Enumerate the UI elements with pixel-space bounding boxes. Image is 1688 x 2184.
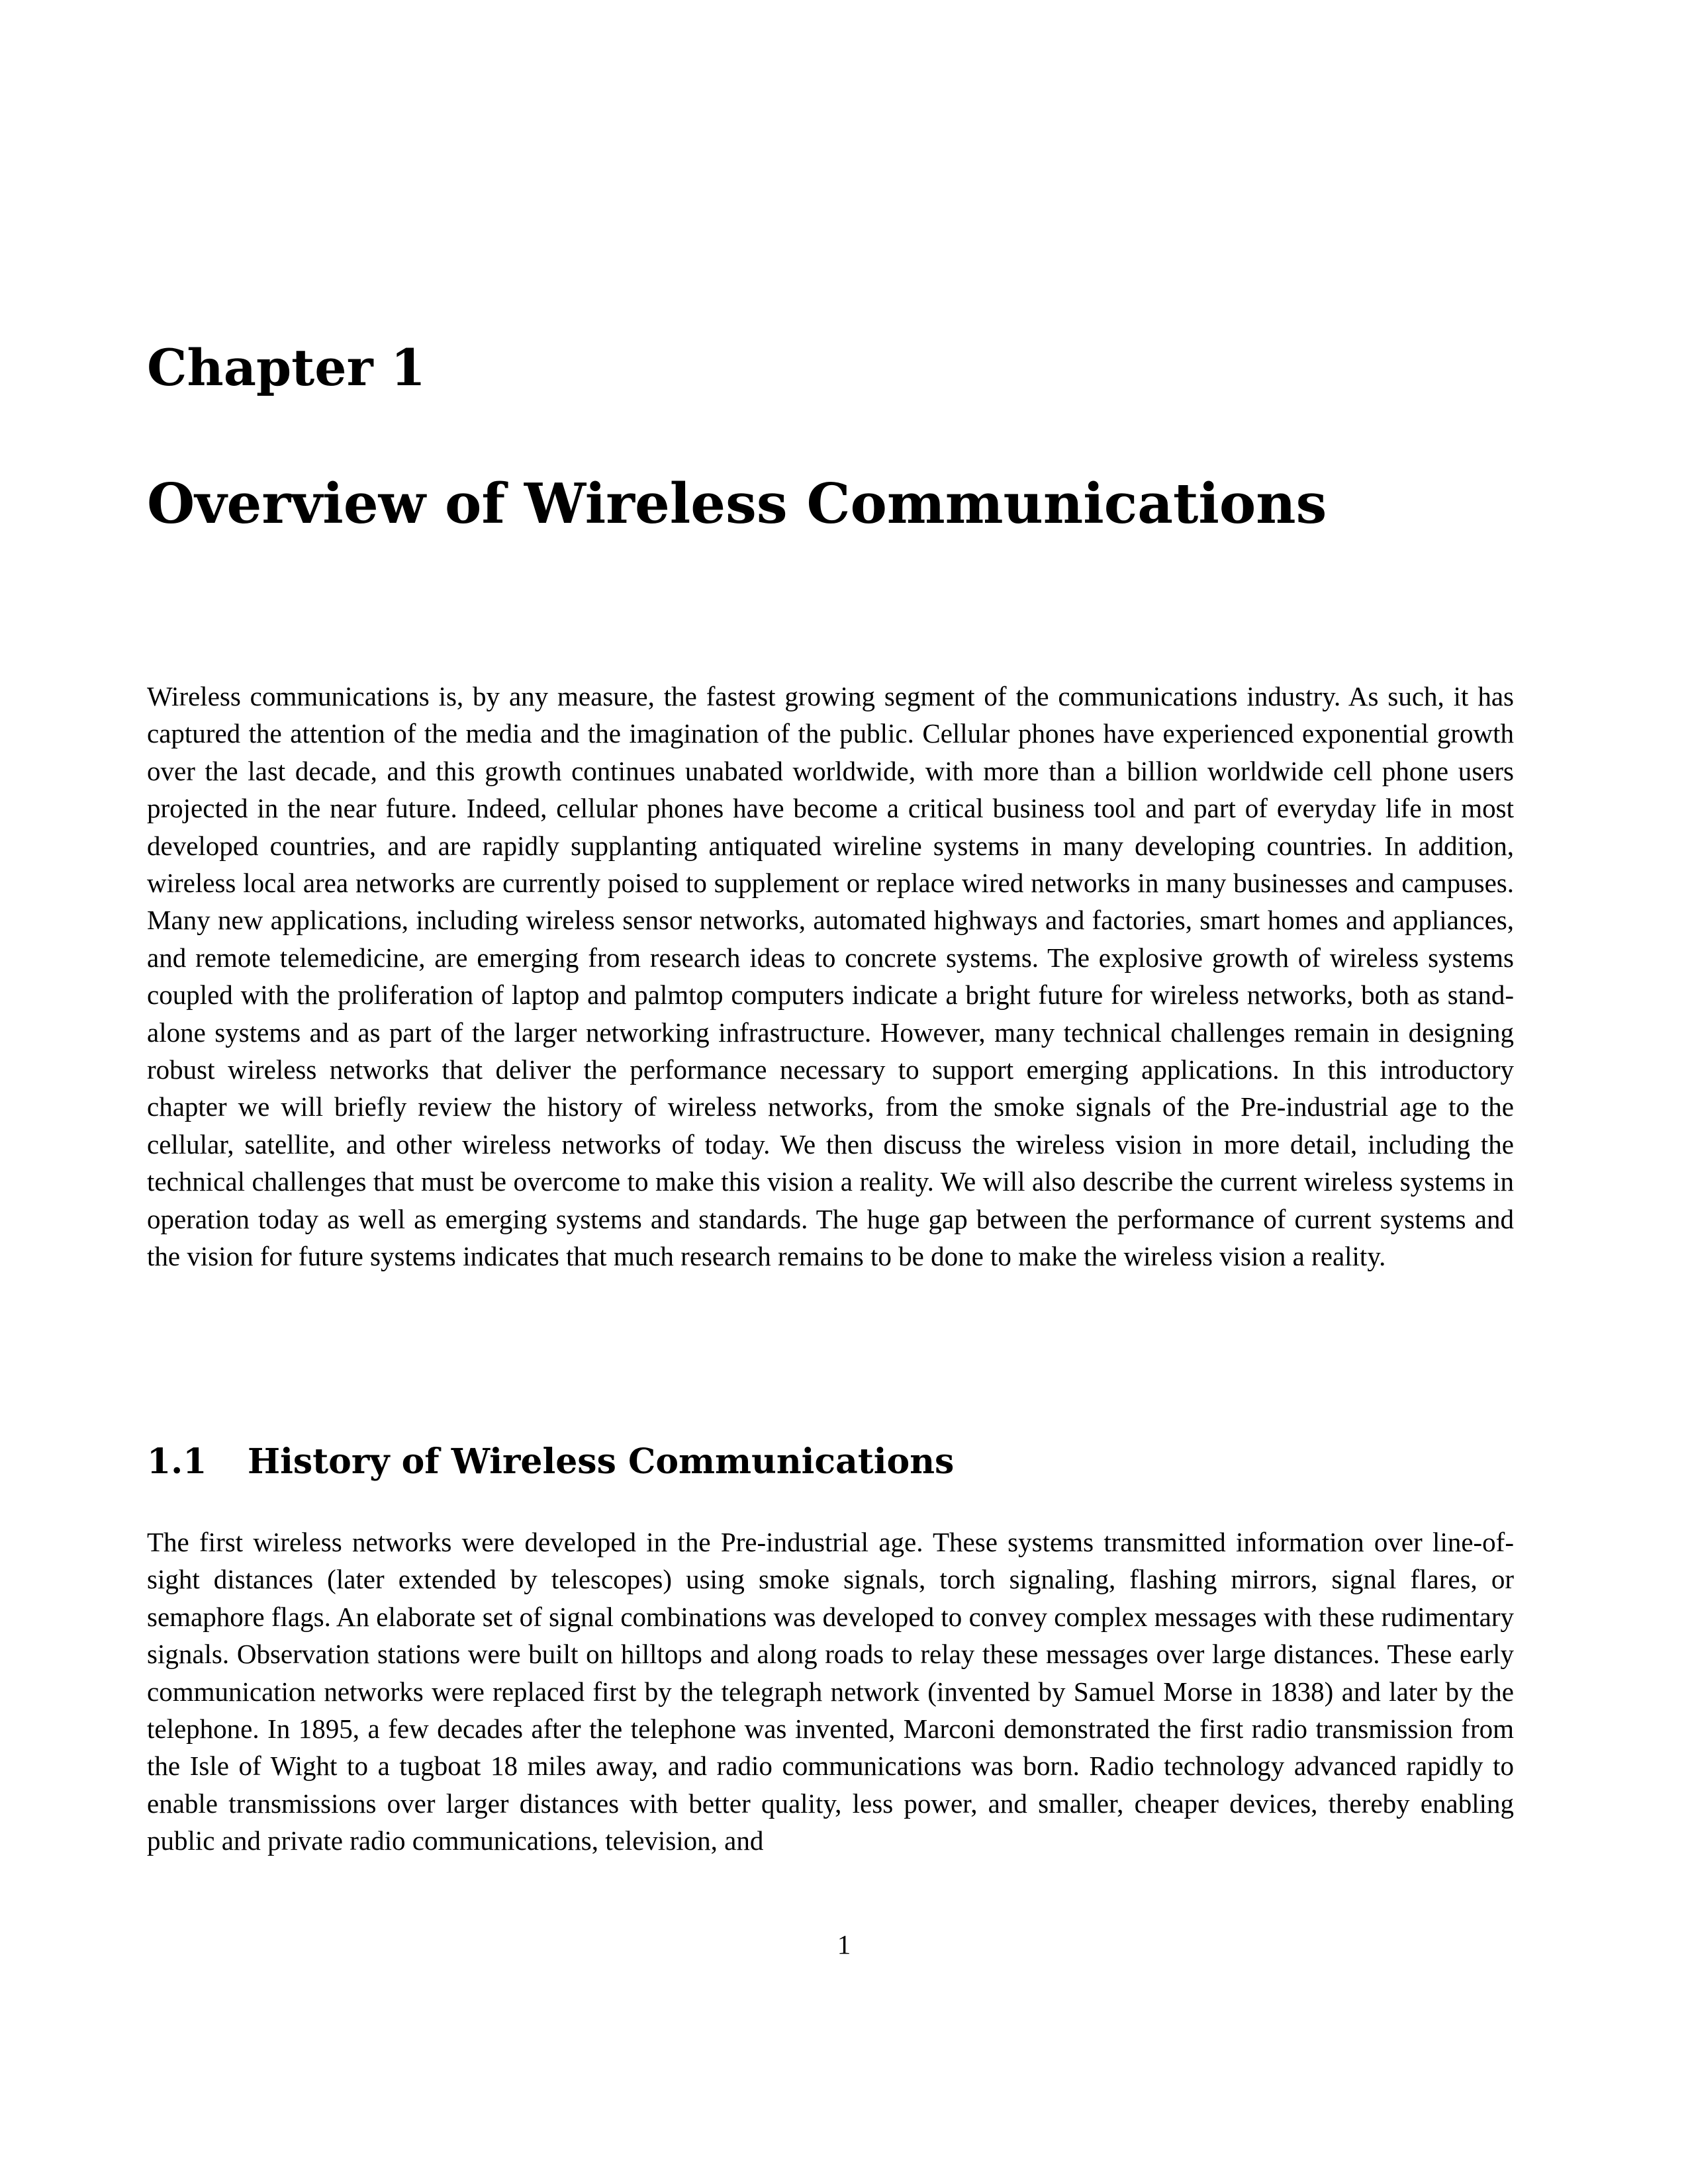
- section-title: History of Wireless Communications: [248, 1441, 955, 1482]
- section-number: 1.1: [147, 1441, 207, 1482]
- chapter-title: Overview of Wireless Communications: [147, 471, 1327, 536]
- section-paragraph: The first wireless networks were developed in the Pre-industrial age. These systems transmitted information over line-of-sight distances (later extended by telescopes) using smoke signals, torch signaling, flashing mirrors, signal flares, or semaphore flags. An elaborate set of signal combinations was developed to convey complex messages with these rudimentary signals. Observation stations were built on hilltops and along roads to relay these messages over large distances. These early communication networks were replaced first by the telegraph network (invented by Samuel Morse in 1838) and later by the telephone. In 1895, a few decades after the telephone was invented, Marconi demonstrated the first radio transmission from the Isle of Wight to a tugboat 18 miles away, and radio communications was born. Radio technology advanced rapidly to enable transmissions over larger distances with better quality, less power, and smaller, cheaper devices, thereby enabling public and private radio communications, television, and: [147, 1527, 1514, 1856]
- section-heading: [147, 1441, 954, 1482]
- page-number: 1: [837, 1929, 851, 1960]
- chapter-label: Chapter 1: [147, 338, 426, 397]
- intro-paragraph: Wireless communications is, by any measure, the fastest growing segment of the communications industry. As such, it has captured the attention of the media and the imagination of the public. Cellular phones have experienced exponential growth over the last decade, and this growth continues unabated worldwide, with more than a billion worldwide cell phone users projected in the near future. Indeed, cellular phones have become a critical business tool and part of everyday life in most developed countries, and are rapidly supplanting antiquated wireline systems in many developing countries. In addition, wireless local area networks are currently poised to supplement or replace wired networks in many businesses and campuses. Many new applications, including wireless sensor networks, automated highways and factories, smart homes and appliances, and remote telemedicine, are emerging from research ideas to concrete systems. The explosive growth of wireless systems coupled with the proliferation of laptop and palmtop computers indicate a bright future for wireless networks, both as stand-alone systems and as part of the larger networking infrastructure. However, many technical challenges remain in designing robust wireless networks that deliver the performance necessary to support emerging applications. In this introductory chapter we will briefly review the history of wireless networks, from the smoke signals of the Pre-industrial age to the cellular, satellite, and other wireless networks of today. We then discuss the wireless vision in more detail, including the technical challenges that must be overcome to make this vision a reality. We will also describe the current wireless systems in operation today as well as emerging systems and standards. The huge gap between the performance of current systems and the vision for future systems indicates that much research remains to be done to make the wireless vision a reality.: [147, 681, 1514, 1272]
